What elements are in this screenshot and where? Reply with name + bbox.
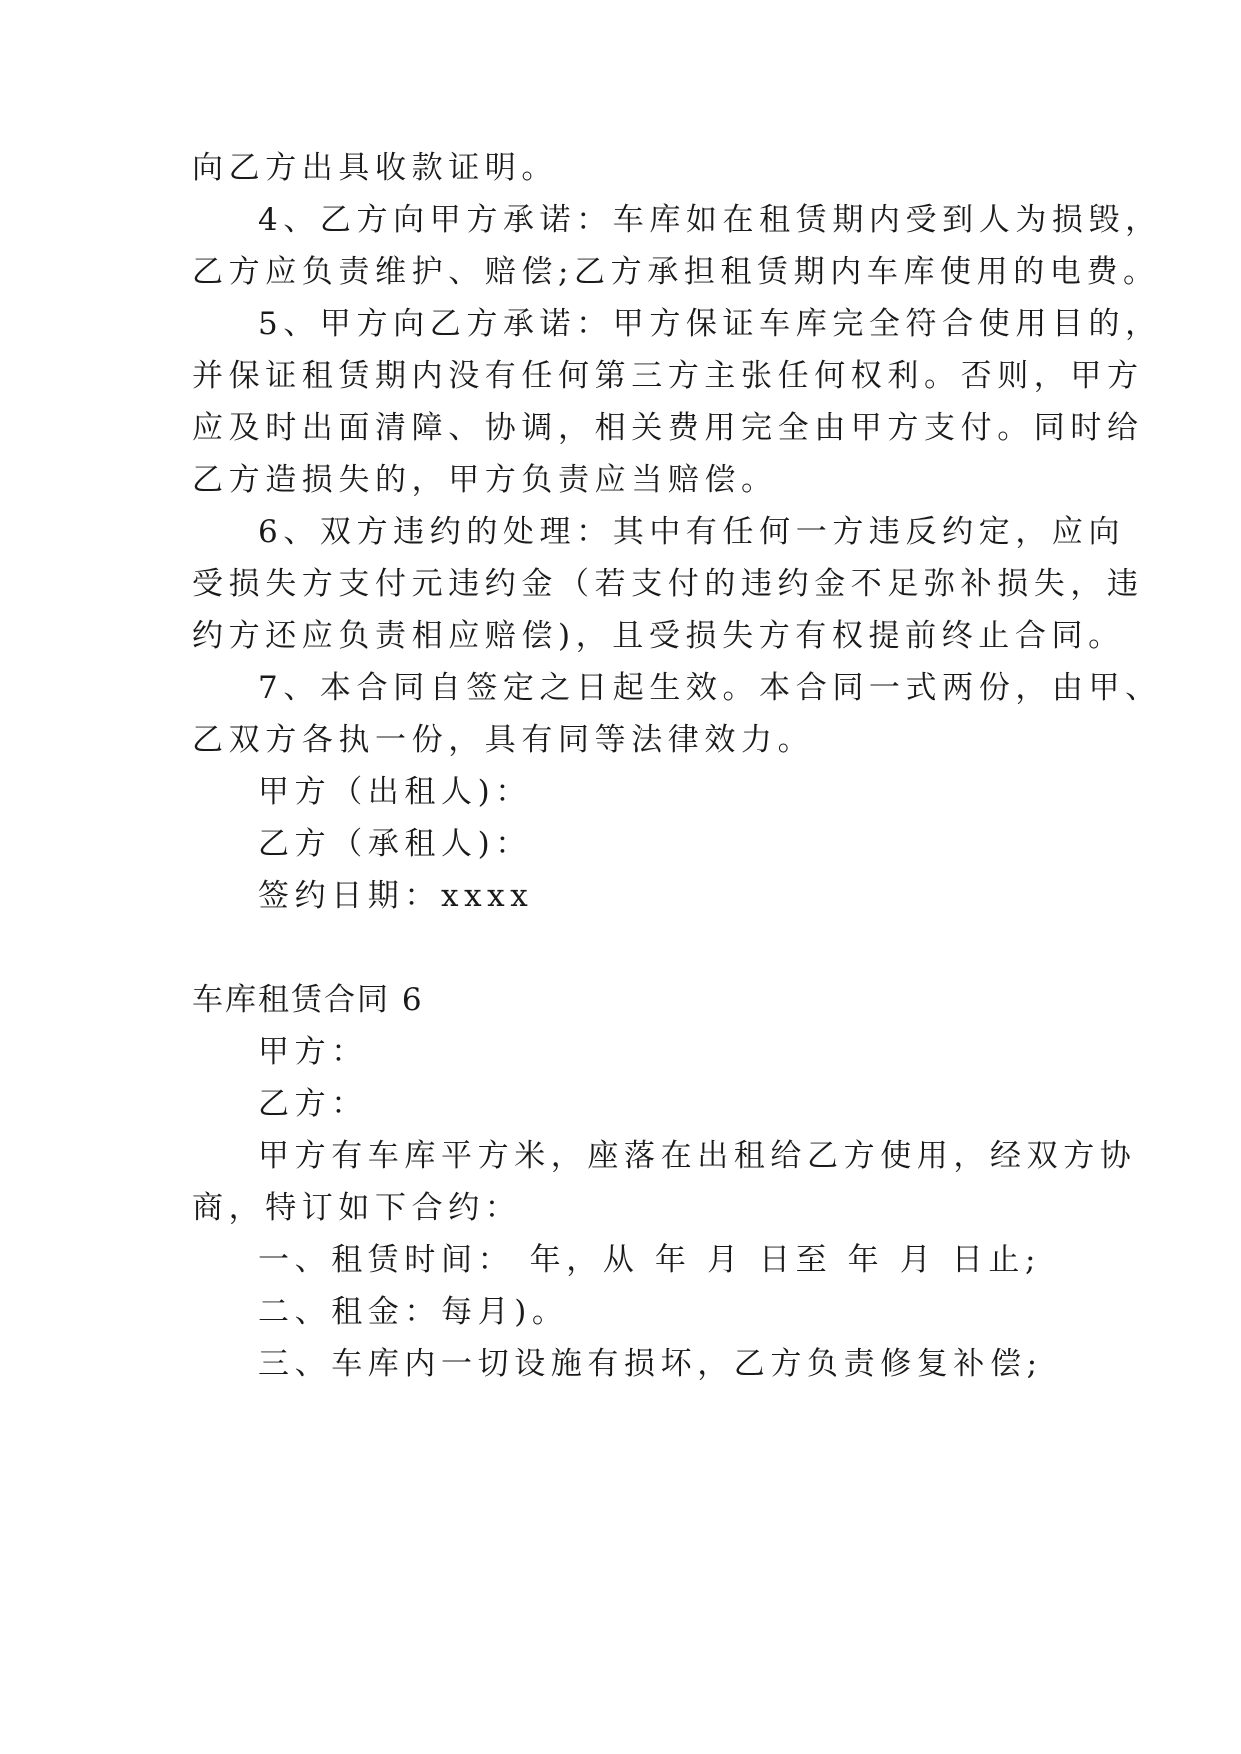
text-line: 向乙方出具收款证明。 — [192, 150, 558, 186]
party-a-signature-line: 甲方（出租人)： — [258, 774, 532, 810]
text-line: 并保证租赁期内没有任何第三方主张任何权利。否则，甲方 — [192, 358, 1144, 394]
clause-6-line: 6、双方违约的处理：其中有任何一方违反约定，应向 — [258, 514, 1126, 550]
clause-4-line: 4、乙方向甲方承诺：车库如在租赁期内受到人为损毁， — [258, 202, 1162, 238]
term-3-line: 三、车库内一切设施有损坏，乙方负责修复补偿; — [258, 1346, 1043, 1382]
text-line: 应及时出面清障、协调，相关费用完全由甲方支付。同时给 — [192, 410, 1144, 446]
text-line: 乙方应负责维护、赔偿;乙方承担租赁期内车库使用的电费。 — [192, 254, 1160, 290]
signing-date-line: 签约日期：xxxx — [258, 878, 534, 914]
text-line: 乙方造损失的，甲方负责应当赔偿。 — [192, 462, 778, 498]
party-a-line: 甲方： — [258, 1034, 368, 1070]
text-line: 约方还应负责相应赔偿)，且受损失方有权提前终止合同。 — [192, 618, 1125, 654]
text-line: 乙双方各执一份，具有同等法律效力。 — [192, 722, 815, 758]
intro-line: 甲方有车库平方米，座落在出租给乙方使用，经双方协 — [258, 1138, 1137, 1174]
contract-title: 车库租赁合同 6 — [192, 982, 424, 1018]
term-2-line: 二、租金：每月)。 — [258, 1294, 569, 1330]
party-b-signature-line: 乙方（承租人)： — [258, 826, 532, 862]
text-line: 受损失方支付元违约金（若支付的违约金不足弥补损失，违 — [192, 566, 1144, 602]
clause-5-line: 5、甲方向乙方承诺：甲方保证车库完全符合使用目的， — [258, 306, 1162, 342]
term-1-line: 一、租赁时间： 年，从 年 月 日至 年 月 日止; — [258, 1242, 1042, 1278]
text-line: 商，特订如下合约： — [192, 1190, 522, 1226]
party-b-line: 乙方： — [258, 1086, 368, 1122]
clause-7-line: 7、本合同自签定之日起生效。本合同一式两份，由甲、 — [258, 670, 1162, 706]
